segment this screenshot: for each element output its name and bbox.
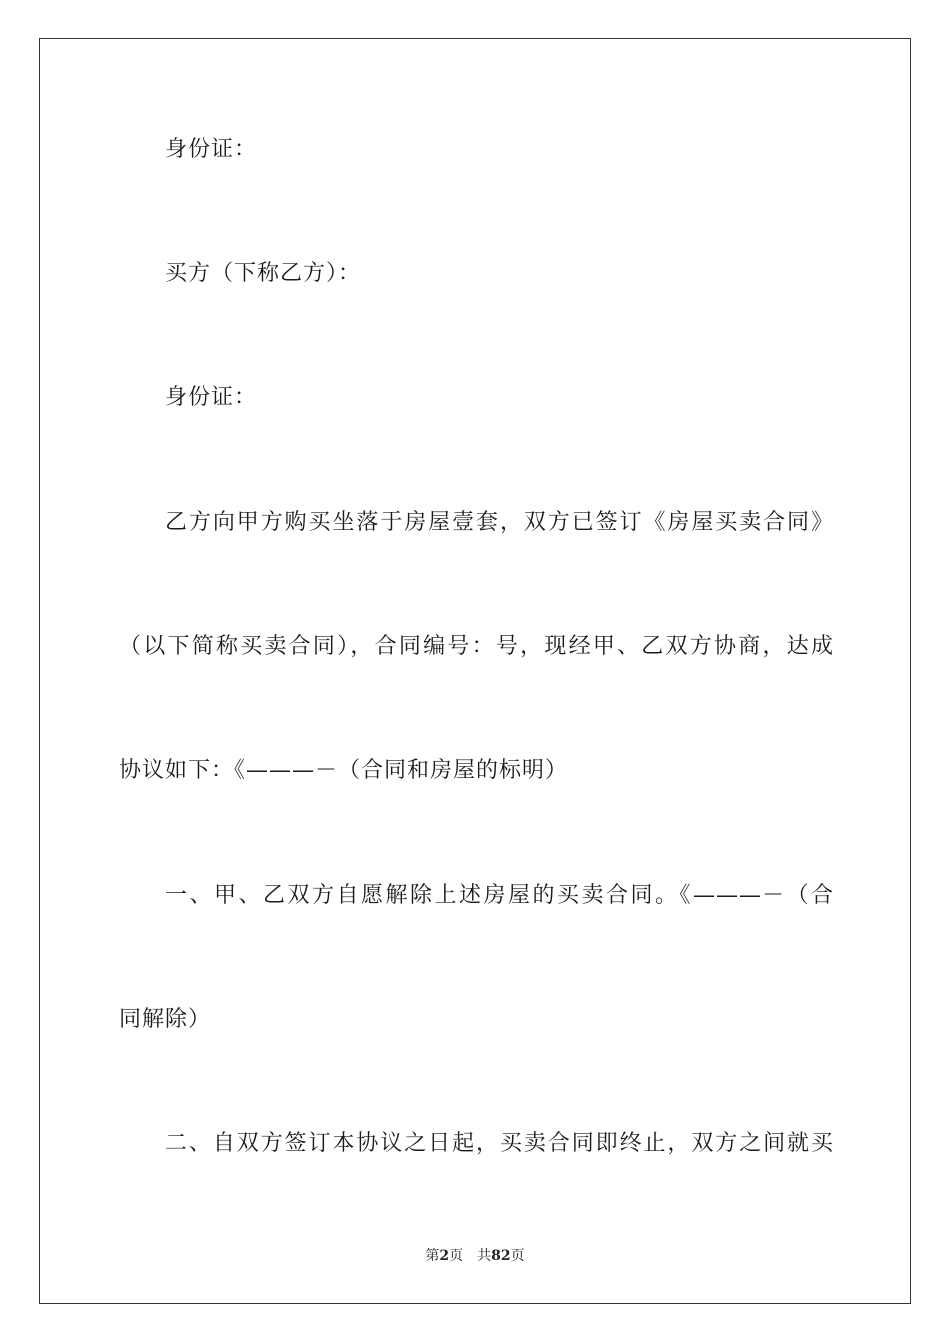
- clause-one-line-2: 同解除）: [119, 1007, 212, 1032]
- id-card-label-seller: 身份证：: [165, 137, 258, 162]
- clause-one-line-1: 一、甲、乙双方自愿解除上述房屋的买卖合同。《———－（合: [165, 883, 834, 908]
- paragraph-intro-line-2: （以下简称买卖合同），合同编号：号，现经甲、乙双方协商，达成: [119, 634, 834, 659]
- footer-total-prefix: 共: [477, 1248, 492, 1264]
- footer-page-prefix: 第: [425, 1248, 440, 1264]
- page-footer: [0, 1246, 950, 1266]
- footer-total-pages: 82: [491, 1248, 511, 1264]
- footer-page-suffix: 页: [449, 1248, 464, 1264]
- buyer-label: 买方（下称乙方）：: [165, 261, 362, 286]
- clause-two-line-1: 二、自双方签订本协议之日起，买卖合同即终止，双方之间就买: [165, 1131, 834, 1156]
- id-card-label-buyer: 身份证：: [165, 385, 258, 410]
- page-border: [39, 38, 911, 1304]
- paragraph-intro-line-1: 乙方向甲方购买坐落于房屋壹套，双方已签订《房屋买卖合同》: [165, 510, 834, 535]
- footer-page-number: 2: [439, 1248, 450, 1264]
- paragraph-intro-line-3: 协议如下：《———－（合同和房屋的标明）: [119, 758, 569, 783]
- footer-total-suffix: 页: [510, 1248, 525, 1264]
